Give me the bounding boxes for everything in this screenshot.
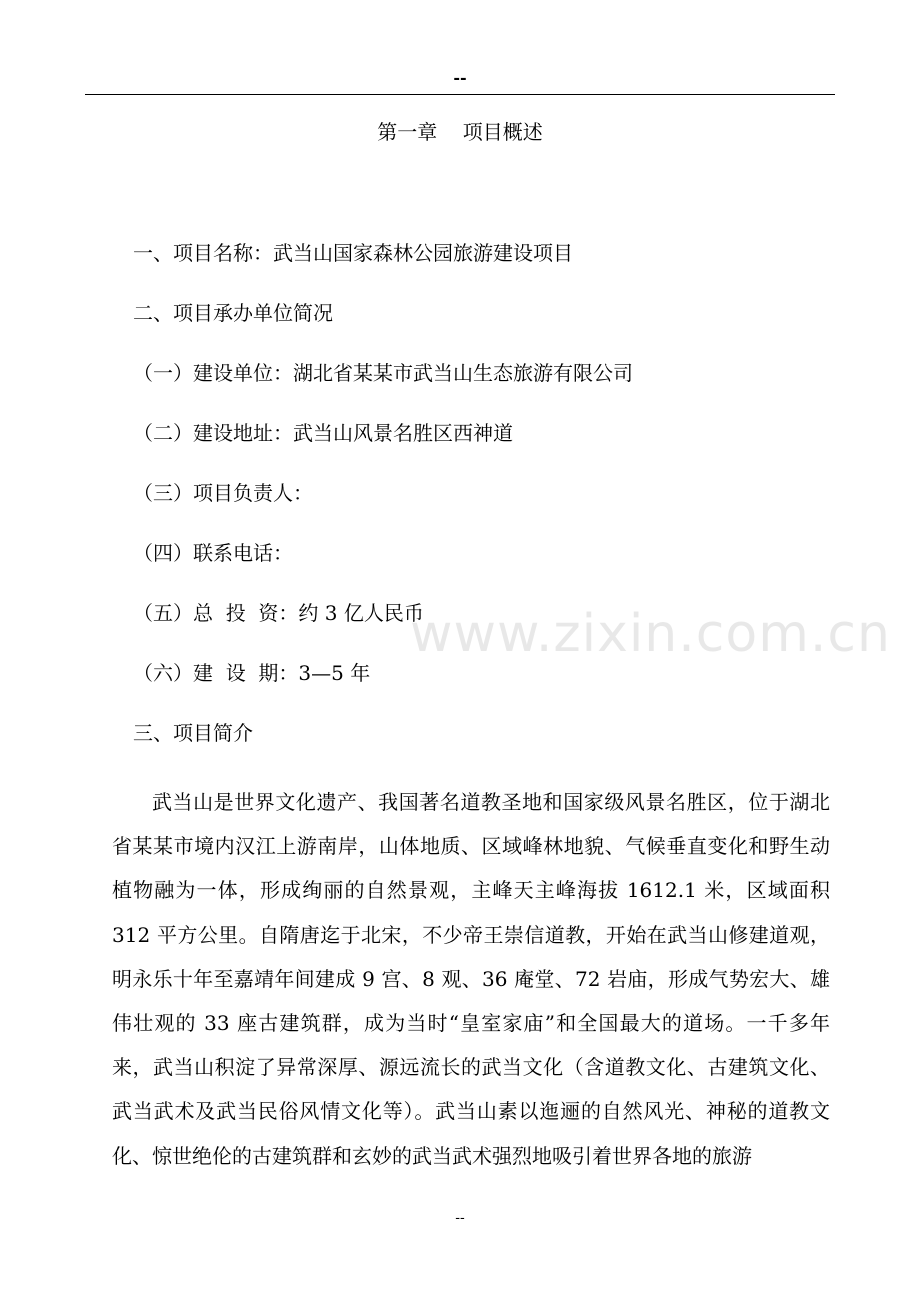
item-construction-period: （六）建 设 期：3—5 年 xyxy=(133,661,371,685)
chapter-title: 第一章 项目概述 xyxy=(377,120,543,144)
intro-paragraph: 武当山是世界文化遗产、我国著名道教圣地和国家级风景名胜区，位于湖北省某某市境内汉江上游南岸，山体地质、区域峰林地貌、气候垂直变化和野生动植物融为一体，形成绚丽的自然景观，主峰天主峰海拔 1612.1 米，区域面积 312 平方公里。自隋唐迄于北宋，不少帝王崇信道教，开始在武当山修建道观，明永乐十年至嘉靖年间建成 9 宫、8 观、36 庵堂、72 岩庙，形成气势宏大、雄伟壮观的 33 座古建筑群，成为当时“皇室家庙”和全国最大的道场。一千多年来，武当山积淀了异常深厚、源远流长的武当文化（含道教文化、古建筑文化、武当武术及武当民俗风情文化等）。武当山素以迤逦的自然风光、神秘的道教文化、惊世绝伦的古建筑群和玄妙的武当武术强烈地吸引着世界各地的旅游 xyxy=(112,790,830,1168)
item-project-leader: （三）项目负责人： xyxy=(133,481,313,505)
section-project-intro: 三、项目简介 xyxy=(133,721,253,745)
header-divider xyxy=(85,94,835,95)
watermark: www.zixin.com.cn xyxy=(410,604,891,664)
item-construction-unit: （一）建设单位：湖北省某某市武当山生态旅游有限公司 xyxy=(133,361,633,385)
item-total-investment: （五）总 投 资：约 3 亿人民币 xyxy=(133,601,424,625)
item-construction-address: （二）建设地址：武当山风景名胜区西神道 xyxy=(133,421,513,445)
section-project-name: 一、项目名称：武当山国家森林公园旅游建设项目 xyxy=(133,241,573,265)
item-contact-phone: （四）联系电话： xyxy=(133,541,293,565)
section-sponsor-overview: 二、项目承办单位简况 xyxy=(133,301,333,325)
page-header-mark: -- xyxy=(453,68,467,87)
page-footer-mark: -- xyxy=(455,1210,465,1226)
